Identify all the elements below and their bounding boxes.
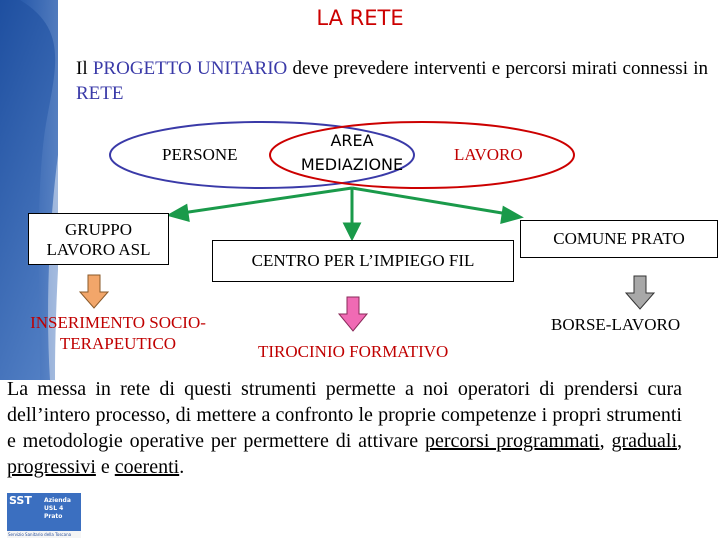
intro-highlight-rete: RETE (76, 83, 124, 104)
intro-text-1: Il (76, 58, 93, 79)
outro-sep-3: e (95, 456, 115, 478)
label-inserimento: INSERIMENTO SOCIO-TERAPEUTICO (30, 313, 206, 353)
outro-sep-1: , (599, 430, 612, 452)
outro-paragraph (7, 376, 682, 480)
logo-line-3: Prato (44, 513, 63, 520)
label-persone: PERSONE (162, 145, 238, 164)
box-centro-impiego: CENTRO PER L’IMPIEGO FIL (212, 240, 514, 282)
logo-line-2: USL 4 (44, 505, 64, 512)
outro-underline-graduali: graduali (611, 430, 678, 452)
intro-paragraph (76, 56, 708, 106)
page-title: LA RETE (316, 6, 404, 30)
logo-sst: SST (9, 494, 32, 507)
outro-underline-progressivi: progressivi (7, 456, 96, 478)
logo-line-1: Azienda (44, 497, 71, 504)
label-borse-lavoro: BORSE-LAVORO (551, 315, 681, 334)
logo-footer: Servizio Sanitario della Toscana (8, 532, 72, 537)
box-comune-prato: COMUNE PRATO (520, 220, 718, 258)
outro-underline-coerenti: coerenti (114, 456, 180, 478)
outro-underline-programmati: percorsi programmati (424, 430, 600, 452)
intro-highlight-progetto: PROGETTO UNITARIO (92, 58, 288, 79)
label-lavoro: LAVORO (454, 145, 523, 164)
box-gruppo-lavoro-asl: GRUPPO LAVORO ASL (28, 213, 169, 265)
label-tirocinio: TIROCINIO FORMATIVO (258, 342, 449, 361)
outro-sep-4: . (179, 456, 185, 478)
outro-sep-2: , (677, 430, 683, 452)
label-area-mediazione: AREA MEDIAZIONE (300, 131, 404, 174)
intro-text-2: deve prevedere interventi e percorsi mirati connessi in (287, 58, 708, 79)
outro-text: La messa in rete di questi strumenti permette a noi operatori di prendersi cura dell’intero processo, di mettere a confronto le proprie competenze i propri strumenti e metodologie operative per permettere di attivare (7, 378, 682, 452)
